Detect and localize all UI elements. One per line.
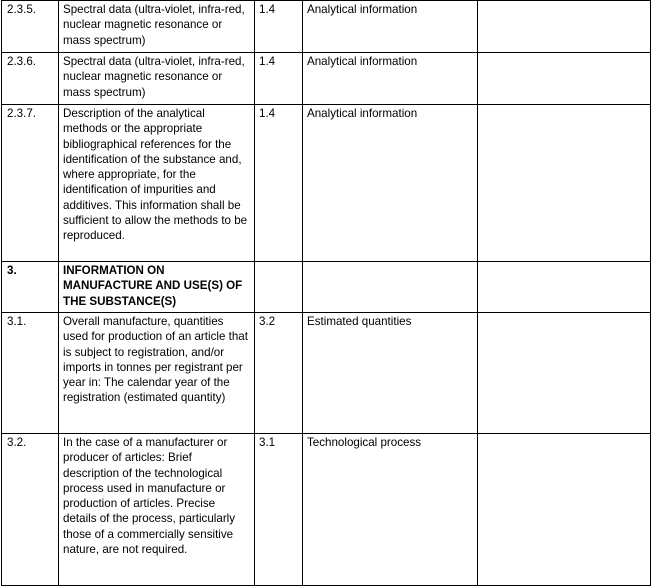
table-row [2, 105, 651, 262]
section-number: 3. [2, 262, 59, 313]
requirement-description: In the case of a manufacturer or producer of articles: Brief description of the technological process used in manufacture or production of articles. Precise details of the process, particularly those of a commercially sensitive nature, are not required. [59, 434, 255, 586]
requirement-description: Spectral data (ultra-violet, infra-red, nuclear magnetic resonance or mass spectrum) [59, 1, 255, 53]
section-number: 3.2. [2, 434, 59, 586]
table-row [2, 1, 651, 53]
empty-cell [478, 1, 651, 53]
empty-cell [478, 313, 651, 434]
reference-number [255, 262, 303, 313]
reference-number: 3.1 [255, 434, 303, 586]
information-type: Analytical information [303, 105, 478, 262]
reference-number: 1.4 [255, 105, 303, 262]
empty-cell [478, 262, 651, 313]
information-type: Analytical information [303, 53, 478, 105]
section-number: 2.3.7. [2, 105, 59, 262]
requirements-table [1, 0, 651, 586]
information-type: Technological process [303, 434, 478, 586]
information-type: Analytical information [303, 1, 478, 53]
reference-number: 1.4 [255, 1, 303, 53]
table-row [2, 434, 651, 586]
requirement-description: Spectral data (ultra-violet, infra-red, nuclear magnetic resonance or mass spectrum) [59, 53, 255, 105]
requirement-description: Overall manufacture, quantities used for production of an article that is subject to registration, and/or imports in tonnes per registrant per year in: The calendar year of the registration (estimated quantity) [59, 313, 255, 434]
empty-cell [478, 105, 651, 262]
empty-cell [478, 53, 651, 105]
empty-cell [478, 434, 651, 586]
table-row [2, 53, 651, 105]
information-type [303, 262, 478, 313]
table-row [2, 313, 651, 434]
section-header-row [2, 262, 651, 313]
requirement-description: Description of the analytical methods or the appropriate bibliographical references for the identification of the substance and, where appropriate, for the identification of impurities and additives. This information shall be sufficient to allow the methods to be reproduced. [59, 105, 255, 262]
reference-number: 1.4 [255, 53, 303, 105]
reference-number: 3.2 [255, 313, 303, 434]
section-heading: INFORMATION ON MANUFACTURE AND USE(S) OF THE SUBSTANCE(S) [59, 262, 255, 313]
section-number: 2.3.6. [2, 53, 59, 105]
information-type: Estimated quantities [303, 313, 478, 434]
section-number: 2.3.5. [2, 1, 59, 53]
section-number: 3.1. [2, 313, 59, 434]
